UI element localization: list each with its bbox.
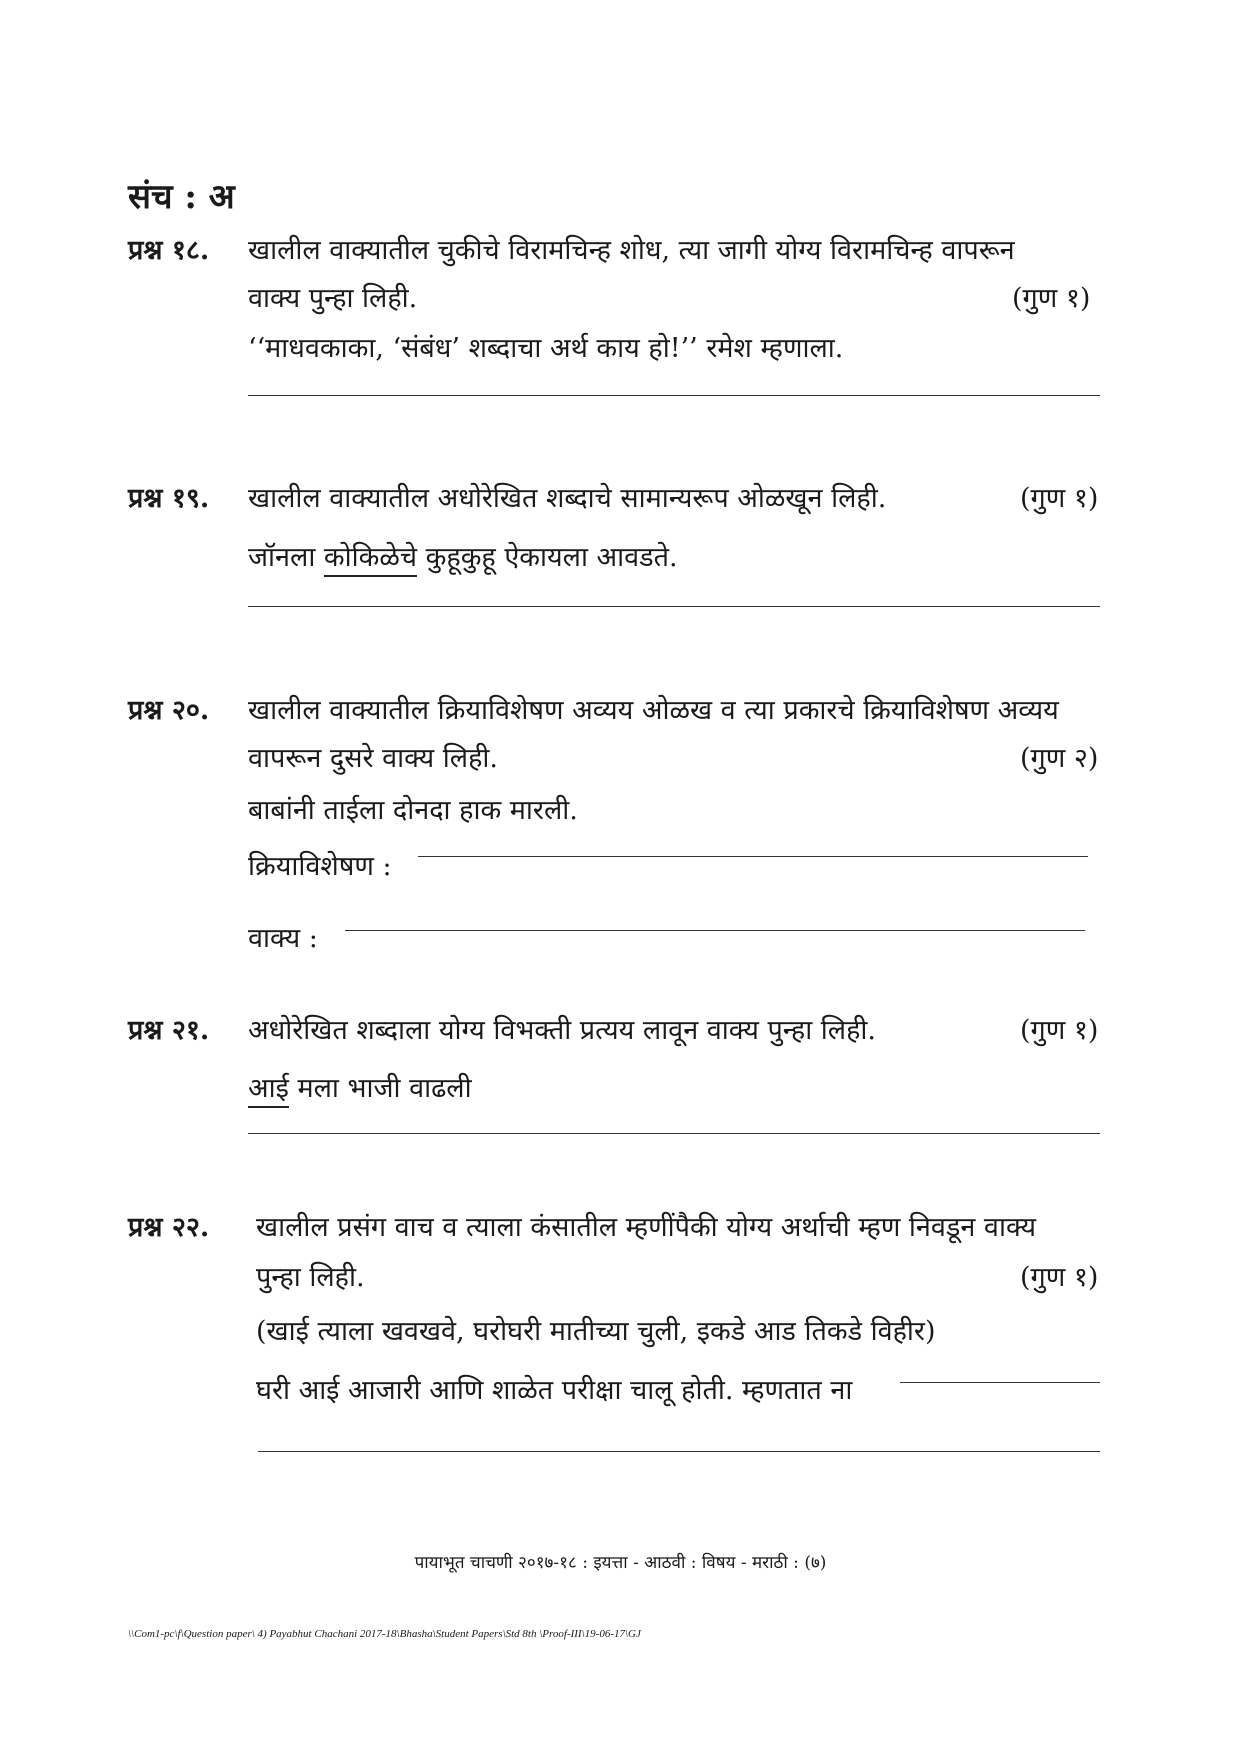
sentence-answer-line[interactable] [345, 930, 1085, 931]
question-19-label: प्रश्न १९. [128, 483, 210, 514]
page-footer: पायाभूत चाचणी २०१७-१८ : इयत्ता - आठवी : विषय - मराठी : (७) [414, 1553, 827, 1573]
question-18-answer-line[interactable] [248, 395, 1100, 396]
question-22-sentence: घरी आई आजारी आणि शाळेत परीक्षा चालू होती. म्हणतात ना [256, 1375, 853, 1406]
question-21-sentence [248, 1068, 472, 1105]
question-20-instruction-cont: वापरून दुसरे वाक्य लिही. [248, 743, 499, 774]
question-18-sentence: ‘‘माधवकाका, ‘संबंध’ शब्दाचा अर्थ काय हो!’’ रमेश म्हणाला. [248, 333, 844, 364]
proverb-answer-blank[interactable] [900, 1382, 1100, 1383]
question-18-instruction: खालील वाक्यातील चुकीचे विरामचिन्ह शोध, त्या जागी योग्य विरामचिन्ह वापरून [248, 235, 1015, 266]
question-22-instruction: खालील प्रसंग वाच व त्याला कंसातील म्हणींपैकी योग्य अर्थाची म्हण निवडून वाक्य [256, 1212, 1037, 1243]
question-21-instruction: अधोरेखित शब्दाला योग्य विभक्ती प्रत्यय लावून वाक्य पुन्हा लिही. [248, 1015, 876, 1046]
question-21-marks: (गुण १) [1020, 1015, 1099, 1046]
question-19-sentence-start: जॉनला [248, 542, 316, 573]
question-19-sentence [248, 537, 678, 574]
proverb-options: (खाई त्याला खवखवे, घरोघरी मातीच्या चुली, इकडे आड तिकडे विहीर) [256, 1316, 936, 1347]
question-20-instruction: खालील वाक्यातील क्रियाविशेषण अव्यय ओळख व त्या प्रकारचे क्रियाविशेषण अव्यय [248, 695, 1059, 726]
question-21-underlined-word: आई [248, 1073, 289, 1108]
question-22-instruction-cont: पुन्हा लिही. [256, 1262, 365, 1293]
question-20-label: प्रश्न २०. [128, 695, 210, 726]
adverb-field-label: क्रियाविशेषण : [248, 851, 392, 882]
question-19-answer-line[interactable] [248, 606, 1100, 607]
question-19-instruction: खालील वाक्यातील अधोरेखित शब्दाचे सामान्यरूप ओळखून लिही. [248, 483, 887, 514]
file-path: \\Com1-pc\f\Question paper\ 4) Payabhut Chachani 2017-18\Bhasha\Student Papers\Std 8th \Proof-III\19-06-17\GJ [128, 1628, 641, 1640]
question-22-label: प्रश्न २२. [128, 1212, 210, 1243]
adverb-answer-line[interactable] [418, 856, 1088, 857]
set-title: संच : अ [128, 177, 235, 217]
question-20-sentence: बाबांनी ताईला दोनदा हाक मारली. [248, 795, 578, 826]
question-18-instruction-cont: वाक्य पुन्हा लिही. [248, 283, 418, 314]
question-21-sentence-end: मला भाजी वाढली [297, 1073, 472, 1104]
question-21-label: प्रश्न २१. [128, 1015, 210, 1046]
question-18-marks: (गुण १) [1012, 283, 1091, 314]
question-22-marks: (गुण १) [1020, 1262, 1099, 1293]
question-20-marks: (गुण २) [1020, 743, 1099, 774]
question-21-answer-line[interactable] [248, 1133, 1100, 1134]
question-18-label: प्रश्न १८. [128, 235, 210, 266]
question-19-sentence-end: कुहूकुहू ऐकायला आवडते. [425, 542, 678, 573]
question-19-marks: (गुण १) [1020, 483, 1099, 514]
question-22-answer-line[interactable] [258, 1451, 1100, 1452]
sentence-field-label: वाक्य : [248, 923, 318, 954]
question-19-underlined-word: कोकिळेचे [324, 542, 417, 577]
